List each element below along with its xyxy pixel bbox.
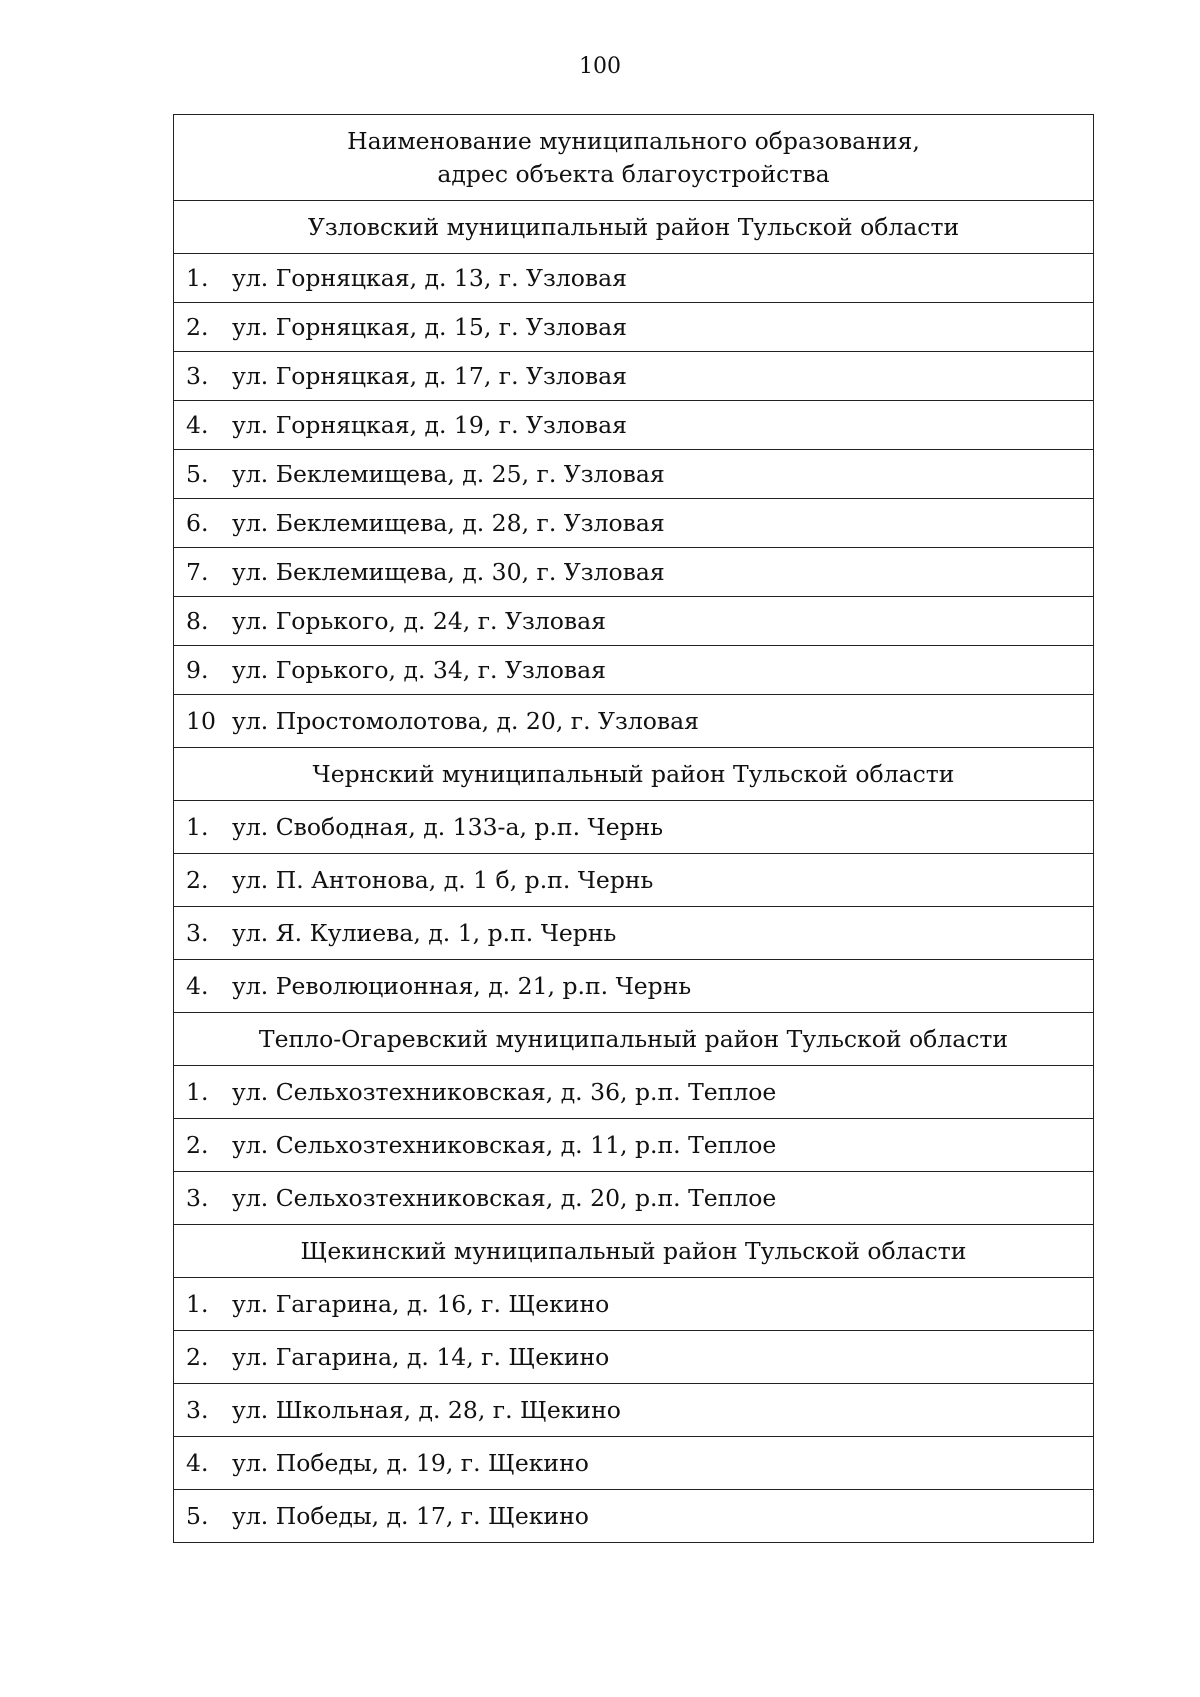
row-address: ул. Горького, д. 34, г. Узловая <box>232 656 606 684</box>
row-address: ул. Беклемищева, д. 30, г. Узловая <box>232 558 665 586</box>
table-row <box>174 548 1094 597</box>
row-number: 1. <box>186 813 209 841</box>
table-row <box>174 1278 1094 1331</box>
row-number: 3. <box>186 362 209 390</box>
row-address: ул. Революционная, д. 21, р.п. Чернь <box>232 972 692 1000</box>
row-address: ул. Беклемищева, д. 25, г. Узловая <box>232 460 665 488</box>
section-row <box>174 1225 1094 1278</box>
row-address: ул. Сельхозтехниковская, д. 11, р.п. Теплое <box>232 1131 777 1159</box>
row-address: ул. Победы, д. 19, г. Щекино <box>232 1449 589 1477</box>
row-number: 4. <box>186 972 209 1000</box>
table-row <box>174 254 1094 303</box>
table-row <box>174 801 1094 854</box>
page-number: 100 <box>579 54 621 79</box>
table-row <box>174 352 1094 401</box>
table-row <box>174 401 1094 450</box>
table-row <box>174 1172 1094 1225</box>
table-row <box>174 854 1094 907</box>
table-row <box>174 597 1094 646</box>
table-row <box>174 695 1094 748</box>
table-row <box>174 499 1094 548</box>
section-title: Щекинский муниципальный район Тульской области <box>174 1225 1094 1278</box>
table-header-cell <box>174 115 1094 201</box>
row-address: ул. Я. Кулиева, д. 1, р.п. Чернь <box>232 919 617 947</box>
table-row <box>174 1331 1094 1384</box>
table-row <box>174 303 1094 352</box>
table-header-line: адрес объекта благоустройства <box>437 159 830 188</box>
row-address: ул. Беклемищева, д. 28, г. Узловая <box>232 509 665 537</box>
row-number: 3. <box>186 1184 209 1212</box>
table-row <box>174 1066 1094 1119</box>
row-number: 1. <box>186 1290 209 1318</box>
table-header-row <box>174 115 1094 201</box>
row-address: ул. Гагарина, д. 16, г. Щекино <box>232 1290 610 1318</box>
table-row <box>174 1437 1094 1490</box>
row-number: 4. <box>186 411 209 439</box>
address-table <box>173 114 1094 1543</box>
row-address: ул. Школьная, д. 28, г. Щекино <box>232 1396 621 1424</box>
row-address: ул. Победы, д. 17, г. Щекино <box>232 1502 589 1530</box>
row-address: ул. Горняцкая, д. 17, г. Узловая <box>232 362 627 390</box>
table-row <box>174 450 1094 499</box>
section-title: Тепло-Огаревский муниципальный район Тульской области <box>174 1013 1094 1066</box>
row-number: 9. <box>186 656 209 684</box>
section-row <box>174 201 1094 254</box>
section-row <box>174 1013 1094 1066</box>
row-number: 3. <box>186 919 209 947</box>
row-address: ул. Горняцкая, д. 13, г. Узловая <box>232 264 627 292</box>
row-address: ул. Горняцкая, д. 15, г. Узловая <box>232 313 627 341</box>
table-row <box>174 1119 1094 1172</box>
row-number: 5. <box>186 1502 209 1530</box>
row-number: 1. <box>186 1078 209 1106</box>
section-title: Узловский муниципальный район Тульской области <box>174 201 1094 254</box>
table-row <box>174 1490 1094 1543</box>
row-address: ул. Сельхозтехниковская, д. 36, р.п. Теплое <box>232 1078 777 1106</box>
row-address: ул. Горняцкая, д. 19, г. Узловая <box>232 411 627 439</box>
row-address: ул. П. Антонова, д. 1 б, р.п. Чернь <box>232 866 654 894</box>
section-title: Чернский муниципальный район Тульской области <box>174 748 1094 801</box>
row-number: 8. <box>186 607 209 635</box>
section-row <box>174 748 1094 801</box>
row-number: 10 <box>186 707 216 735</box>
row-address: ул. Горького, д. 24, г. Узловая <box>232 607 606 635</box>
row-number: 1. <box>186 264 209 292</box>
row-number: 7. <box>186 558 209 586</box>
row-number: 6. <box>186 509 209 537</box>
table-row <box>174 960 1094 1013</box>
row-number: 2. <box>186 866 209 894</box>
row-number: 3. <box>186 1396 209 1424</box>
row-address: ул. Гагарина, д. 14, г. Щекино <box>232 1343 610 1371</box>
table-row <box>174 646 1094 695</box>
table-header-line: Наименование муниципального образования, <box>347 126 920 155</box>
row-number: 5. <box>186 460 209 488</box>
row-number: 2. <box>186 1343 209 1371</box>
row-number: 4. <box>186 1449 209 1477</box>
row-address: ул. Простомолотова, д. 20, г. Узловая <box>232 707 699 735</box>
row-address: ул. Сельхозтехниковская, д. 20, р.п. Теплое <box>232 1184 777 1212</box>
row-number: 2. <box>186 1131 209 1159</box>
row-number: 2. <box>186 313 209 341</box>
table-row <box>174 907 1094 960</box>
row-address: ул. Свободная, д. 133-а, р.п. Чернь <box>232 813 664 841</box>
table-row <box>174 1384 1094 1437</box>
